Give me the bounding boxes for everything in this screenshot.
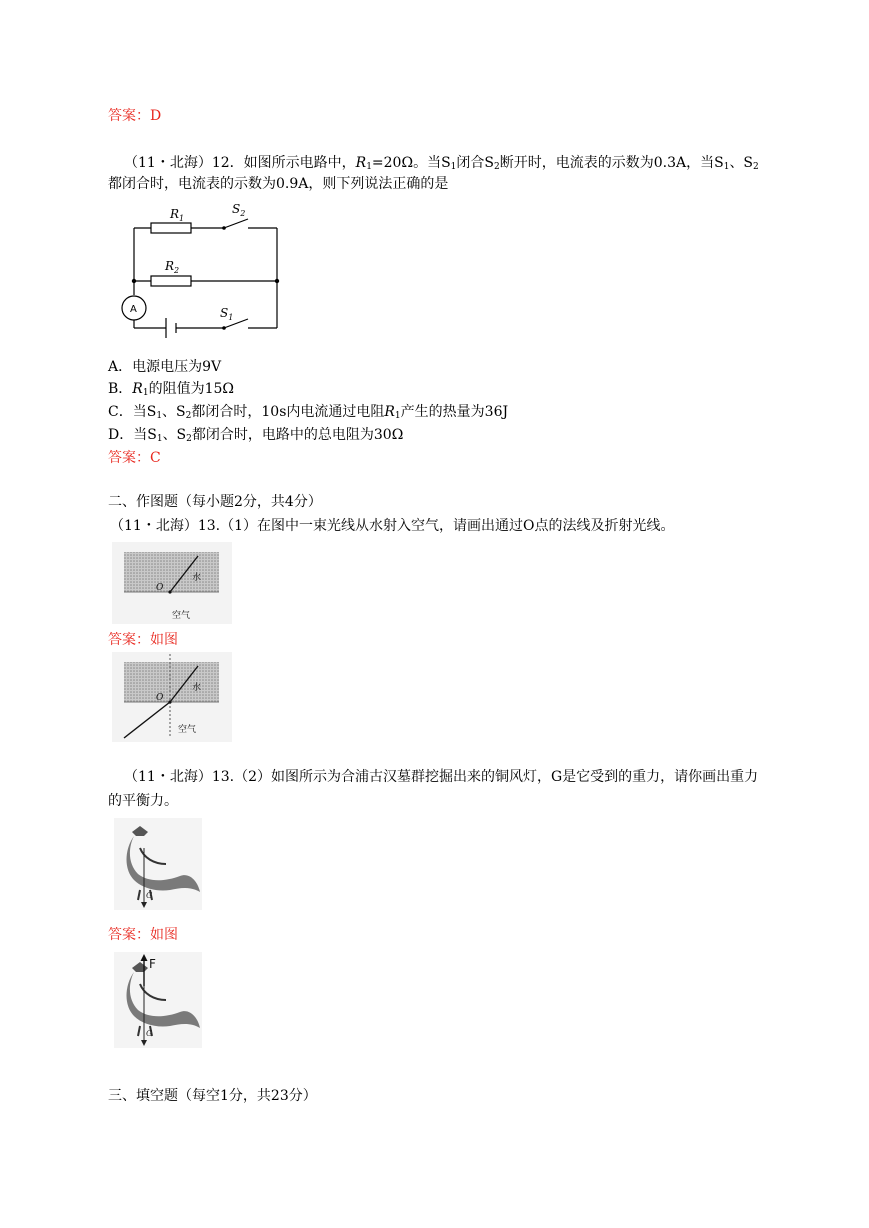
q12-line1: （11・北海）12．如图所示电路中，$R_1=20\Omega$。当$S_1$闭合$S_2$断开时，电流表的示数为0.3A，当$S_1$、$S_2$: [124, 155, 759, 172]
refraction-figure: [112, 542, 232, 624]
label-s1: $S_1$: [220, 306, 234, 322]
switch-s2: [224, 219, 248, 228]
svg-text:水: 水: [192, 683, 202, 693]
circuit-diagram: [114, 198, 294, 350]
q12-line2: 都闭合时，电流表的示数为0.9A，则下列说法正确的是: [108, 176, 449, 192]
answer-12: 答案：C: [108, 450, 161, 466]
option-d: D．当$S_1$、$S_2$都闭合时，电路中的总电阻为30Ω: [108, 427, 404, 444]
label-s2: $S_2$: [232, 202, 246, 218]
q13-1-text: （11・北海）13.（1）在图中一束光线从水射入空气，请画出通过O点的法线及折射光线。: [110, 518, 675, 534]
refraction-answer-figure: [112, 652, 232, 742]
label-r1: $R_1$: [170, 207, 185, 223]
section-2-heading: 二、作图题（每小题2分，共4分）: [108, 494, 322, 510]
label-r2: $R_2$: [165, 259, 180, 275]
answer-13-1: 答案：如图: [108, 632, 178, 648]
bronze-lamp-answer-figure: [114, 952, 202, 1048]
resistor-r2: [151, 276, 191, 286]
option-a: A．电源电压为9V: [108, 359, 222, 375]
answer-13-2: 答案：如图: [108, 927, 178, 943]
svg-text:空气: 空气: [178, 725, 197, 735]
svg-text:水: 水: [192, 573, 202, 583]
option-c: C．当$S_1$、$S_2$都闭合时，10s内电流通过电阻$R_1$产生的热量为36J: [108, 404, 509, 421]
section-3-heading: 三、填空题（每空1分，共23分）: [108, 1088, 317, 1104]
svg-text:O: O: [156, 583, 164, 593]
q13-2-line2: 的平衡力。: [108, 793, 178, 809]
svg-text:F: F: [149, 957, 156, 971]
q13-2-line1: （11・北海）13.（2）如图所示为合浦古汉墓群挖掘出来的铜风灯，G是它受到的重力，请你画出重力: [124, 769, 759, 785]
bronze-lamp-figure: [114, 818, 202, 910]
answer-11: 答案：D: [108, 108, 162, 124]
svg-text:空气: 空气: [172, 611, 191, 621]
ammeter-label: A: [130, 304, 137, 315]
svg-text:G: G: [146, 891, 153, 900]
resistor-r1: [151, 223, 191, 233]
svg-text:G: G: [146, 1029, 153, 1038]
water-region: [124, 552, 219, 592]
svg-text:O: O: [156, 693, 164, 703]
option-b: B．$R_1$的阻值为15Ω: [108, 381, 234, 398]
